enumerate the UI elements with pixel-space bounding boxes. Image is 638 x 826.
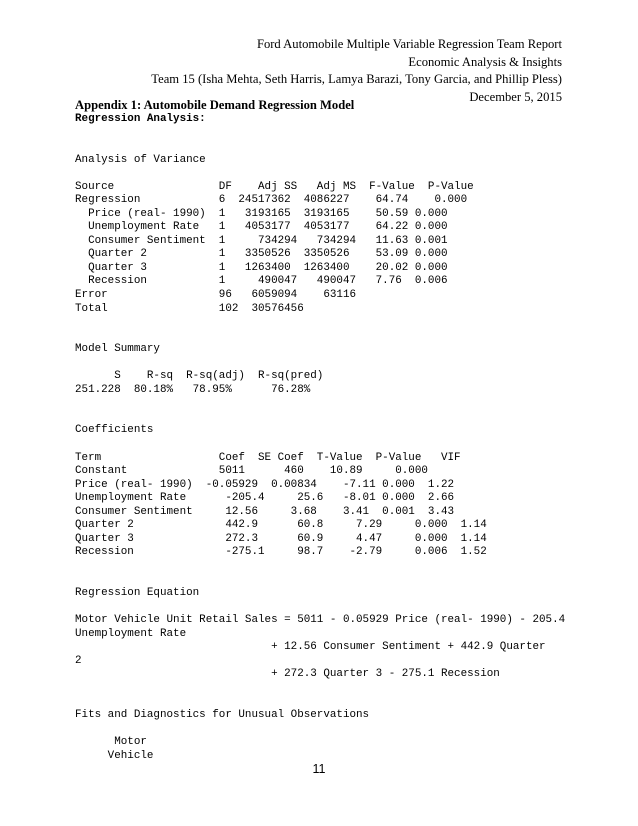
output-line: Total 102 30576456	[75, 302, 304, 315]
output-line: Unemployment Rate -205.4 25.6 -8.01 0.000 2.66	[75, 492, 455, 505]
output-line: Recession -275.1 98.7 -2.79 0.006 1.52	[75, 546, 487, 559]
output-line: Price (real- 1990) 1 3193165 3193165 50.59 0.000	[75, 207, 448, 220]
output-line: Constant 5011 460 10.89 0.000	[75, 465, 428, 478]
output-line: Unemployment Rate	[75, 627, 187, 640]
output-line: Term Coef SE Coef T-Value P-Value VIF	[75, 451, 461, 464]
section-subtitle: Regression Analysis:	[75, 113, 206, 125]
output-line: Unemployment Rate 1 4053177 4053177 64.22 0.000	[75, 221, 448, 234]
output-line: Vehicle	[75, 749, 154, 762]
output-line: + 272.3 Quarter 3 - 275.1 Recession	[75, 668, 500, 681]
output-line: Analysis of Variance	[75, 153, 206, 166]
output-line: 2	[75, 654, 82, 667]
output-line	[75, 167, 565, 181]
output-line	[75, 316, 565, 330]
report-course: Economic Analysis & Insights	[408, 54, 562, 69]
report-date: December 5, 2015	[469, 89, 562, 104]
output-line	[75, 411, 565, 425]
output-line: Quarter 3 1 1263400 1263400 20.02 0.000	[75, 261, 448, 274]
output-line	[75, 601, 565, 615]
output-line: Quarter 2 442.9 60.8 7.29 0.000 1.14	[75, 519, 487, 532]
output-line: Regression Equation	[75, 587, 200, 600]
report-title: Ford Automobile Multiple Variable Regression Team Report	[256, 37, 562, 51]
output-line	[75, 330, 565, 344]
output-line: Quarter 2 1 3350526 3350526 53.09 0.000	[75, 248, 448, 261]
output-line: Motor	[75, 736, 147, 749]
output-line: S R-sq R-sq(adj) R-sq(pred)	[75, 370, 324, 383]
output-line: Error 96 6059094 63116	[75, 289, 357, 302]
output-line	[75, 560, 565, 574]
output-line	[75, 574, 565, 588]
output-line	[75, 438, 565, 452]
output-line: Consumer Sentiment 1 734294 734294 11.63 0.001	[75, 234, 448, 247]
output-line	[75, 723, 565, 737]
report-team: Team 15 (Isha Mehta, Seth Harris, Lamya Barazi, Tony Garcia, and Phillip Pless)	[151, 72, 562, 86]
appendix-title: Appendix 1: Automobile Demand Regression Model	[75, 98, 355, 112]
output-line	[75, 397, 565, 411]
output-line	[75, 140, 565, 154]
regression-output	[75, 140, 565, 763]
output-line	[75, 695, 565, 709]
output-line: + 12.56 Consumer Sentiment + 442.9 Quarter	[75, 641, 546, 654]
output-line: Recession 1 490047 490047 7.76 0.006	[75, 275, 448, 288]
output-line: Consumer Sentiment 12.56 3.68 3.41 0.001 3.43	[75, 505, 455, 518]
output-line	[75, 682, 565, 696]
report-header	[151, 36, 562, 106]
output-line	[75, 357, 565, 371]
output-line: Fits and Diagnostics for Unusual Observations	[75, 708, 370, 721]
output-line: Coefficients	[75, 424, 154, 437]
output-line: 251.228 80.18% 78.95% 76.28%	[75, 383, 311, 396]
output-line: Price (real- 1990) -0.05929 0.00834 -7.11 0.000 1.22	[75, 478, 455, 491]
output-line: Motor Vehicle Unit Retail Sales = 5011 - 0.05929 Price (real- 1990) - 205.4	[75, 614, 566, 627]
output-line: Source DF Adj SS Adj MS F-Value P-Value	[75, 180, 474, 193]
output-line: Model Summary	[75, 343, 160, 356]
page-number: 11	[312, 762, 326, 776]
output-line: Quarter 3 272.3 60.9 4.47 0.000 1.14	[75, 532, 487, 545]
output-line: Regression 6 24517362 4086227 64.74 0.000	[75, 194, 468, 207]
